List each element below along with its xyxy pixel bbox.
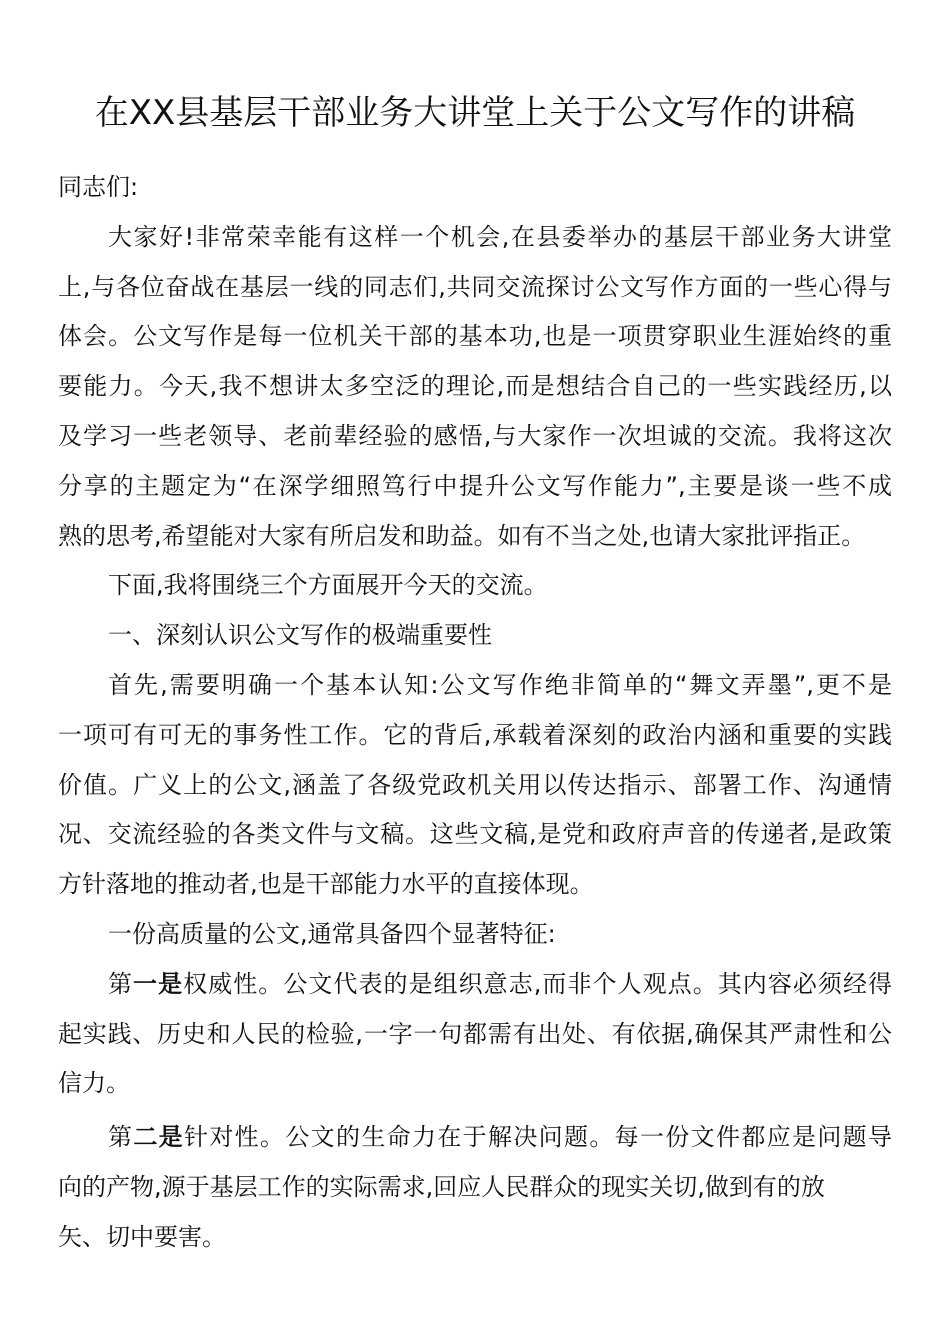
paragraph-line: 上,与各位奋战在基层一线的同志们,共同交流探讨公文写作方面的一些心得与: [58, 272, 892, 301]
paragraph-line: 向的产物,源于基层工作的实际需求,回应人民群众的现实关切,做到有的放: [58, 1172, 825, 1201]
paragraph-line: 熟的思考,希望能对大家有所启发和助益。如有不当之处,也请大家批评指正。: [58, 521, 866, 550]
paragraph-line: 况、交流经验的各类文件与文稿。这些文稿,是党和政府声音的传递者,是政策: [58, 820, 892, 849]
document-title: 在XX县基层干部业务大讲堂上关于公文写作的讲稿: [94, 92, 856, 133]
section-heading: 一、深刻认识公文写作的极端重要性: [108, 621, 492, 650]
paragraph-line: 信力。: [58, 1069, 130, 1098]
point-two-prefix: 第: [108, 1123, 134, 1152]
paragraph-line: 一份高质量的公文,通常具备四个显著特征:: [108, 919, 556, 948]
paragraph-line: 一项可有可无的事务性工作。它的背后,承载着深刻的政治内涵和重要的实践: [58, 720, 892, 749]
paragraph-line: 价值。广义上的公文,涵盖了各级党政机关用以传达指示、部署工作、沟通情: [58, 770, 892, 799]
point-one-emphasis: 一是: [133, 969, 184, 998]
paragraph-line: 首先,需要明确一个基本认知:公文写作绝非简单的“舞文弄墨”,更不是: [108, 670, 892, 699]
point-one-text: 权威性。公文代表的是组织意志,而非个人观点。其内容必须经得: [183, 969, 892, 998]
paragraph-line: 矢、切中要害。: [58, 1222, 226, 1251]
paragraph-line: 体会。公文写作是每一位机关干部的基本功,也是一项贯穿职业生涯始终的重: [58, 322, 892, 351]
point-one-prefix: 第: [108, 969, 134, 998]
paragraph-line: 方针落地的推动者,也是干部能力水平的直接体现。: [58, 870, 594, 899]
point-two-text: 针对性。公文的生命力在于解决问题。每一份文件都应是问题导: [184, 1123, 893, 1152]
paragraph-line: 起实践、历史和人民的检验,一字一句都需有出处、有依据,确保其严肃性和公: [58, 1019, 892, 1048]
paragraph-line: 及学习一些老领导、老前辈经验的感悟,与大家作一次坦诚的交流。我将这次: [58, 421, 892, 450]
paragraph-line: 大家好!非常荣幸能有这样一个机会,在县委举办的基层干部业务大讲堂: [108, 222, 892, 251]
salutation: 同志们:: [58, 173, 139, 201]
document-body: [58, 163, 892, 1263]
paragraph-line: 要能力。今天,我不想讲太多空泛的理论,而是想结合自己的一些实践经历,以: [58, 372, 892, 401]
paragraph-line: 分享的主题定为“在深学细照笃行中提升公文写作能力”,主要是谈一些不成: [58, 471, 892, 500]
paragraph-line: 下面,我将围绕三个方面展开今天的交流。: [108, 571, 548, 600]
point-two-emphasis: 二是: [133, 1123, 185, 1152]
point-one-line: [58, 960, 892, 1010]
point-two-line: [58, 1113, 892, 1163]
